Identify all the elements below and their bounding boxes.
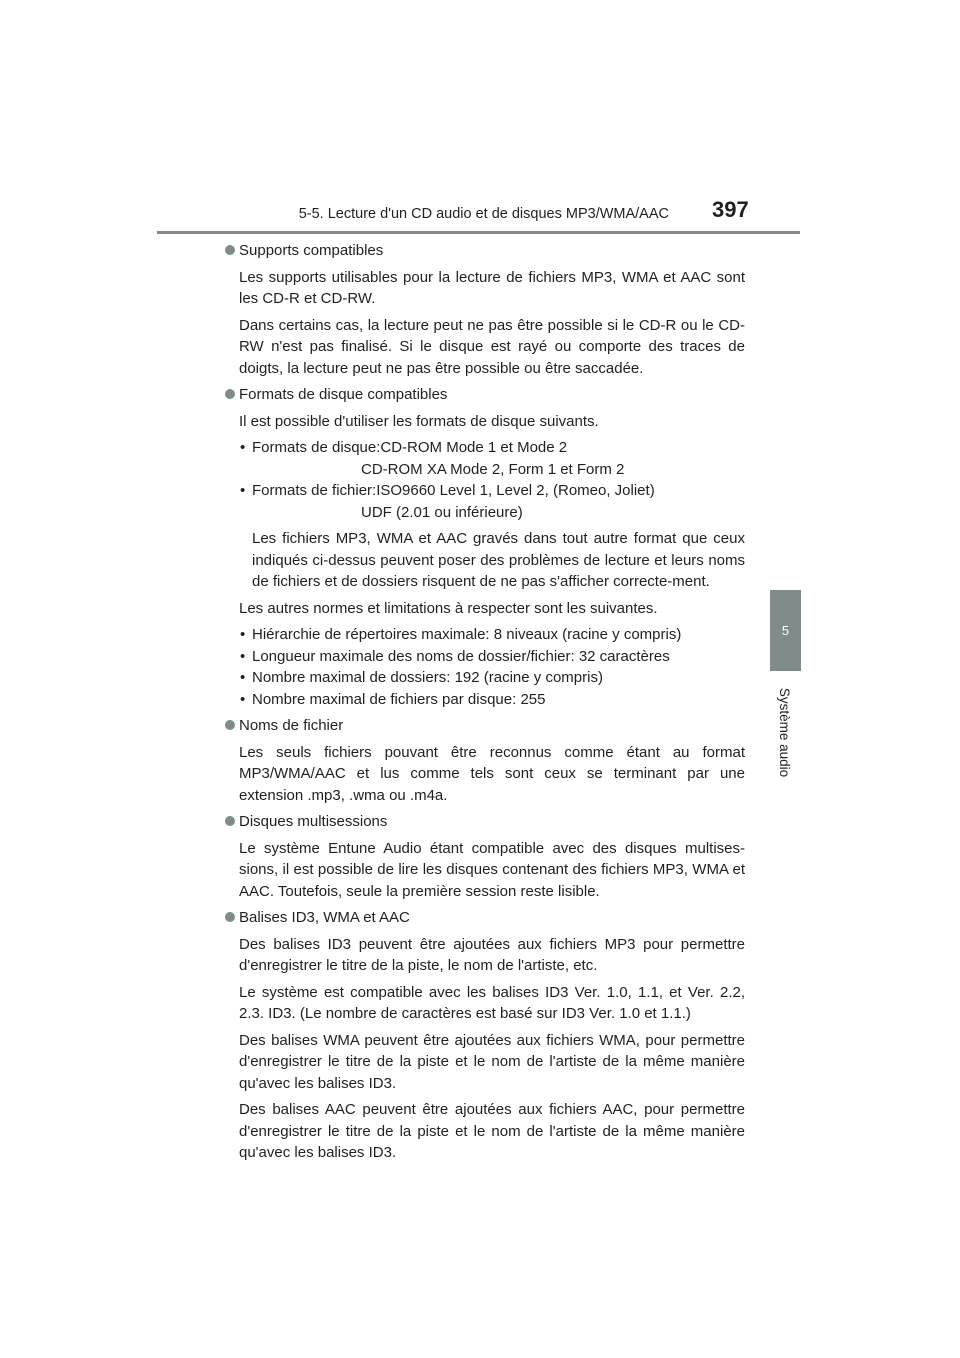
- list-item-text: Longueur maximale des noms de dossier/fichier: 32 caractères: [252, 647, 670, 665]
- paragraph: Les autres normes et limitations à respecter sont les suivantes.: [239, 599, 658, 617]
- section-title: 5-5. Lecture d'un CD audio et de disques MP3/WMA/AAC: [298, 206, 669, 222]
- paragraph: Des balises WMA peuvent être ajoutées aux fichiers WMA, pour permettre d'enregistrer le titre de la piste et le nom de l'artiste de la même manière qu'avec les balises ID3.: [239, 1031, 745, 1092]
- chapter-number: 5: [781, 623, 790, 638]
- list-dot-icon: •: [240, 626, 246, 643]
- page-content: [225, 240, 745, 1169]
- list-dot-icon: •: [240, 482, 246, 499]
- list-item: [239, 689, 745, 711]
- paragraph: Le système est compatible avec les balises ID3 Ver. 1.0, 1.1, et Ver. 2.2, 2.3. ID3. (Le nombre de caractères est basé sur ID3 Ver. 1.0 et 1.1.): [239, 983, 745, 1022]
- bullet-icon: [225, 816, 235, 826]
- page-header: [0, 0, 960, 240]
- limits-list: [239, 624, 745, 710]
- bullet-icon: [225, 720, 235, 730]
- paragraph: Le système Entune Audio étant compatible avec des disques multises-sions, il est possible de lire les disques contenant des fichiers MP3, WMA et AAC. Toutefois, seule la première session reste lisible.: [239, 839, 745, 900]
- section-multisession: [225, 811, 745, 902]
- section-supported-media: [225, 240, 745, 379]
- bullet-icon: [225, 389, 235, 399]
- list-item: [239, 437, 745, 480]
- paragraph: Les supports utilisables pour la lecture de fichiers MP3, WMA et AAC sont les CD-R et CD-RW.: [239, 268, 745, 307]
- list-dot-icon: •: [240, 669, 246, 686]
- section-disc-formats: [225, 384, 745, 710]
- list-item-text: Formats de fichier:ISO9660 Level 1, Level 2, (Romeo, Joliet): [252, 482, 655, 499]
- list-dot-icon: •: [240, 690, 246, 708]
- bullet-icon: [225, 912, 235, 922]
- section-tags: [225, 907, 745, 1164]
- list-item-text: Nombre maximal de dossiers: 192 (racine y compris): [252, 669, 603, 686]
- header-divider: [157, 231, 800, 234]
- paragraph: Dans certains cas, la lecture peut ne pas être possible si le CD-R ou le CD-RW n'est pas finalisé. Si le disque est rayé ou comporte des traces de doigts, la lecture peut ne pas être possible ou être saccadée.: [239, 316, 745, 377]
- list-item-continuation: UDF (2.01 ou inférieure): [361, 503, 523, 521]
- chapter-tab: [770, 590, 801, 671]
- section-heading: Balises ID3, WMA et AAC: [239, 909, 410, 926]
- list-dot-icon: •: [240, 647, 246, 665]
- chapter-label: [771, 682, 799, 782]
- list-item: [239, 667, 745, 689]
- section-heading: Formats de disque compatibles: [239, 386, 448, 403]
- bullet-icon: [225, 245, 235, 255]
- paragraph: Les seuls fichiers pouvant être reconnus comme étant au format MP3/WMA/AAC et lus comme tels sont ceux se terminant par une extension .mp3, .wma ou .m4a.: [239, 743, 745, 804]
- paragraph: Des balises ID3 peuvent être ajoutées aux fichiers MP3 pour permettre d'enregistrer le titre de la piste, le nom de l'artiste, etc.: [239, 935, 745, 974]
- list-item: [239, 646, 745, 668]
- paragraph: Les fichiers MP3, WMA et AAC gravés dans tout autre format que ceux indiqués ci-dessus peuvent poser des problèmes de lecture et leurs noms de fichiers et de dossiers risquent de ne pas s'afficher correcte-ment.: [252, 530, 745, 590]
- section-heading: Supports compatibles: [239, 242, 384, 259]
- list-item-text: Nombre maximal de fichiers par disque: 255: [252, 690, 546, 708]
- list-item-continuation: CD-ROM XA Mode 2, Form 1 et Form 2: [361, 460, 625, 478]
- chapter-label-text: Système audio: [777, 687, 793, 777]
- list-item: [239, 480, 745, 523]
- list-item: [239, 624, 745, 646]
- list-item-text: Hiérarchie de répertoires maximale: 8 niveaux (racine y compris): [252, 626, 682, 643]
- format-list: [239, 437, 745, 523]
- section-heading: Noms de fichier: [239, 717, 344, 734]
- list-item-text: Formats de disque:CD-ROM Mode 1 et Mode 2: [252, 439, 568, 456]
- paragraph: Des balises AAC peuvent être ajoutées aux fichiers AAC, pour permettre d'enregistrer le titre de la piste et le nom de l'artiste de la même manière qu'avec les balises ID3.: [239, 1101, 745, 1161]
- paragraph: Il est possible d'utiliser les formats de disque suivants.: [239, 412, 599, 430]
- section-file-names: [225, 715, 745, 806]
- page-number: 397: [712, 197, 749, 222]
- list-dot-icon: •: [240, 439, 246, 456]
- section-heading: Disques multisessions: [239, 813, 388, 830]
